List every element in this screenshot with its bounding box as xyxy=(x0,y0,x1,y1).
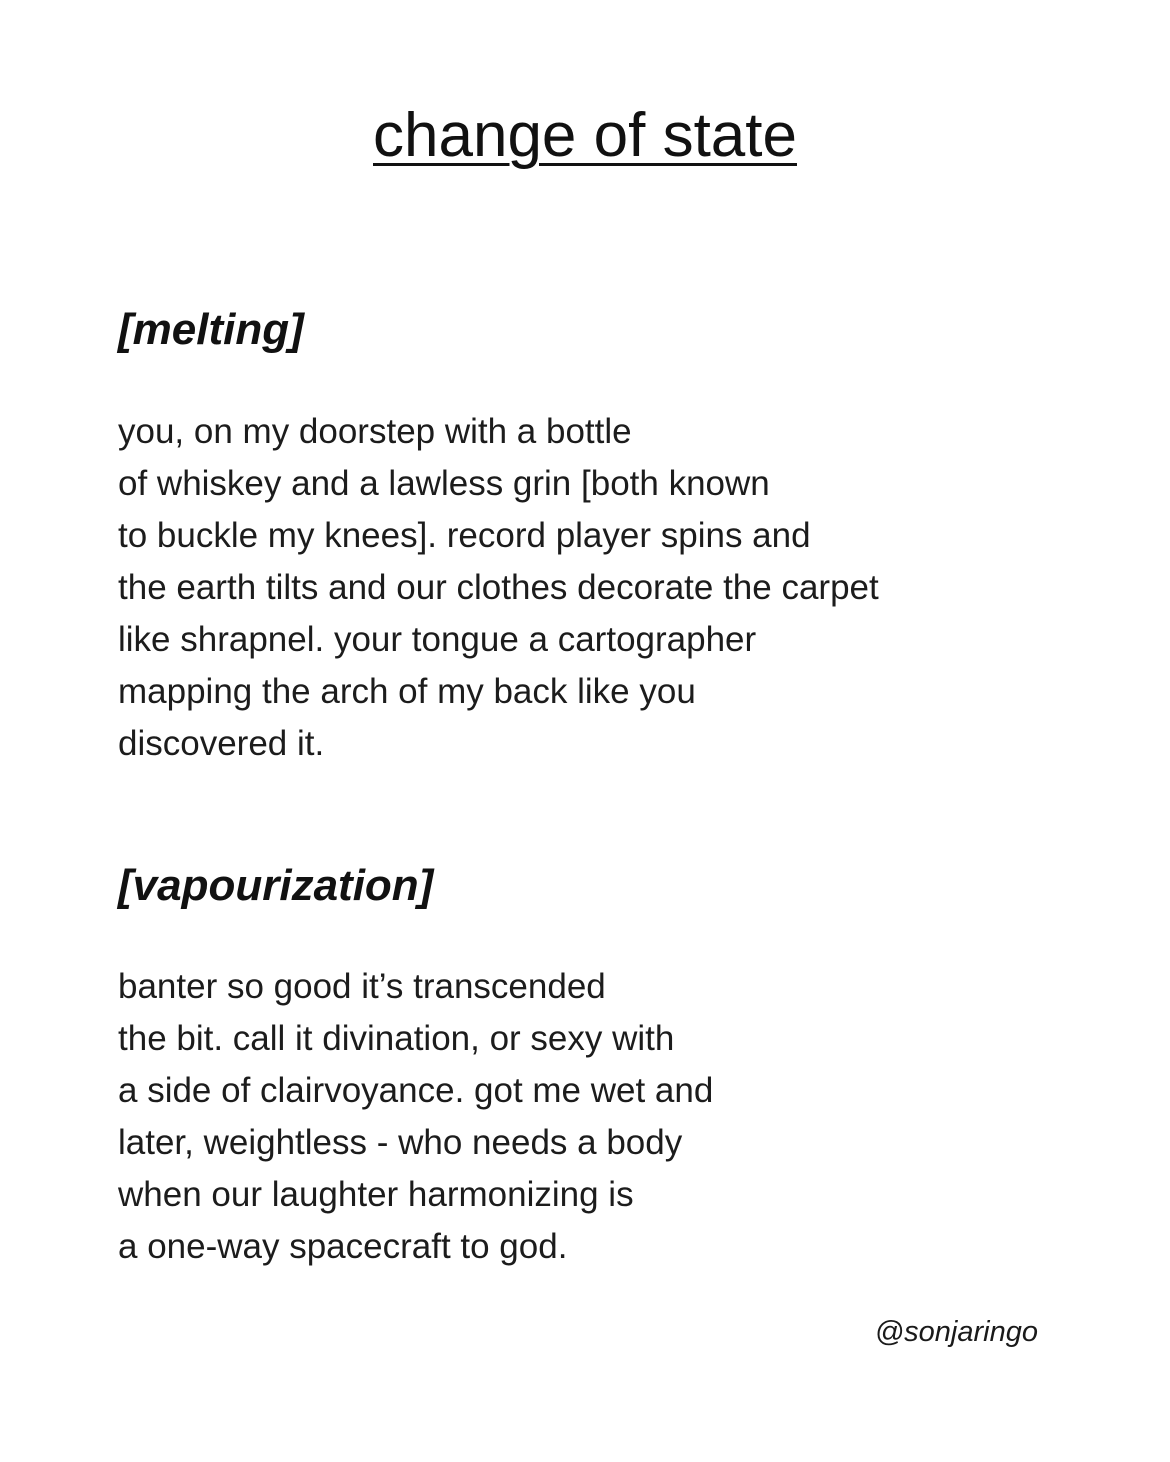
poem-line: when our laughter harmonizing is xyxy=(118,1175,634,1214)
poem-line: the bit. call it divination, or sexy with xyxy=(118,1019,675,1058)
author-handle: @sonjaringo xyxy=(874,1316,1038,1348)
poem-line: discovered it. xyxy=(118,724,325,763)
poem-line: of whiskey and a lawless grin [both known xyxy=(118,464,770,503)
poem-line: you, on my doorstep with a bottle xyxy=(118,412,632,451)
poem-line: to buckle my knees]. record player spins and xyxy=(118,516,811,555)
poem-line: a one-way spacecraft to god. xyxy=(118,1227,568,1266)
poem-line: a side of clairvoyance. got me wet and xyxy=(118,1071,714,1110)
poem-line: the earth tilts and our clothes decorate the carpet xyxy=(118,568,879,607)
poem-title: change of state xyxy=(373,101,797,170)
stanza-melting xyxy=(118,406,1078,770)
stanza-vapourization xyxy=(118,961,1078,1273)
poem-line: banter so good it’s transcended xyxy=(118,967,606,1006)
section-heading-vapourization: [vapourization] xyxy=(118,861,434,910)
section-heading-melting: [melting] xyxy=(118,305,304,354)
poem-line: mapping the arch of my back like you xyxy=(118,672,696,711)
poem-line: later, weightless - who needs a body xyxy=(118,1123,683,1162)
poem-line: like shrapnel. your tongue a cartographer xyxy=(118,620,757,659)
